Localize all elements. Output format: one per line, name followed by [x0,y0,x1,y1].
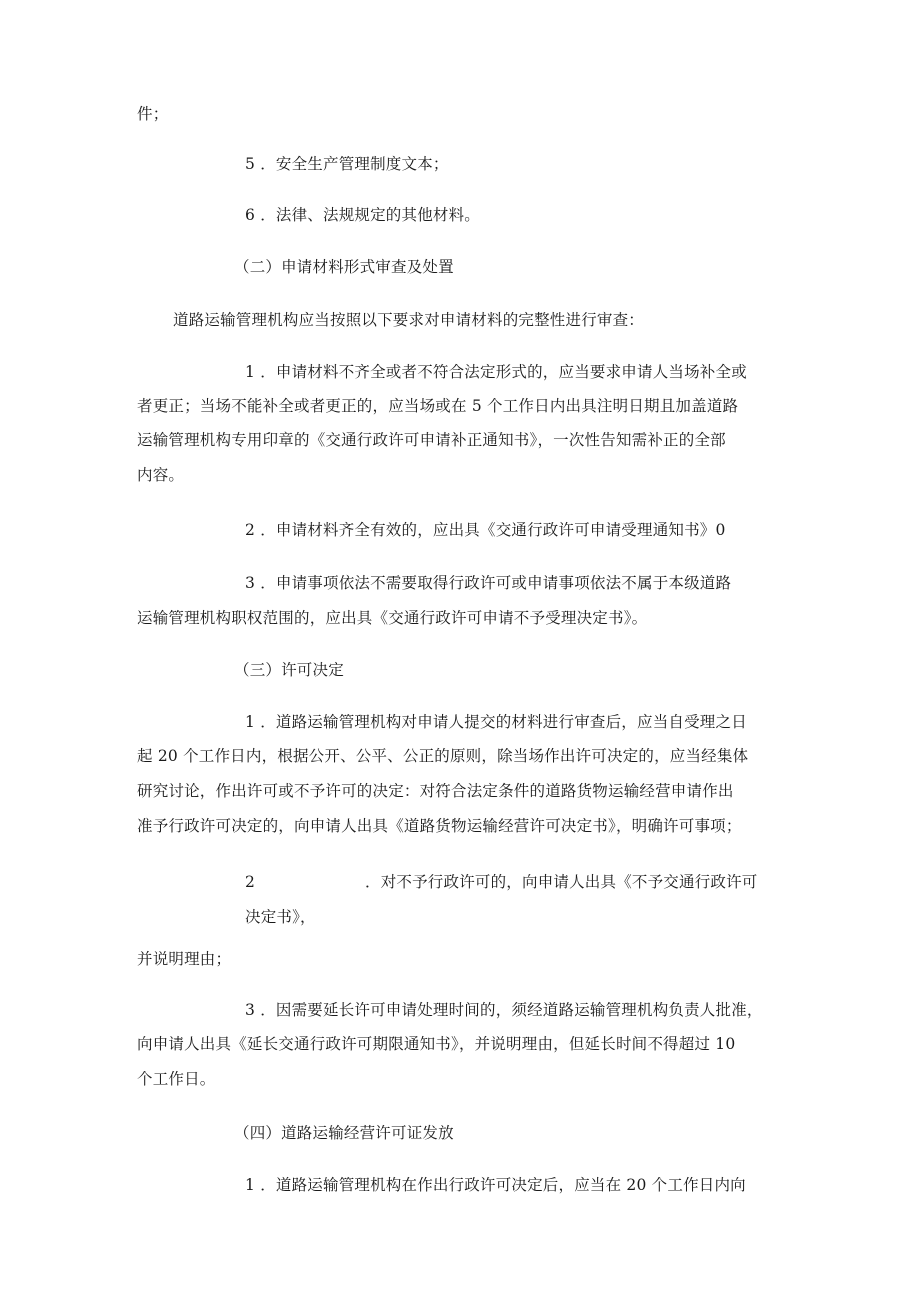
paragraph-line: 个工作日。 [137,1070,216,1088]
paragraph-line: 1 ．申请材料不齐全或者不符合法定形式的，应当要求申请人当场补全或 [245,363,747,381]
paragraph-line: 研究讨论，作出许可或不予许可的决定：对符合法定条件的道路货物运输经营申请作出 [137,782,734,800]
paragraph-line: 并说明理由； [137,950,232,968]
paragraph-line: 准予行政许可决定的，向申请人出具《道路货物运输经营许可决定书》，明确许可事项； [137,817,742,835]
list-number: 2 [245,873,256,891]
paragraph-line: 道路运输管理机构应当按照以下要求对申请材料的完整性进行审查： [173,311,645,329]
section-heading-2: （二）申请材料形式审查及处置 [234,258,454,276]
list-item-6: 6 ．法律、法规规定的其他材料。 [245,206,480,224]
paragraph-line: 内容。 [137,466,185,484]
paragraph-line: 1 ．道路运输管理机构在作出行政许可决定后，应当在 20 个工作日内向 [245,1176,746,1194]
paragraph-line: 3 ．申请事项依法不需要取得行政许可或申请事项依法不属于本级道路 [245,574,732,592]
paragraph-line: 2 ．申请材料齐全有效的，应出具《交通行政许可申请受理通知书》0 [245,521,726,539]
paragraph-line: 向申请人出具《延长交通行政许可期限通知书》，并说明理由，但延长时间不得超过 10 [137,1035,736,1053]
section-heading-3: （三）许可决定 [234,661,344,679]
paragraph-line: 3 ．因需要延长许可申请处理时间的，须经道路运输管理机构负责人批准， [245,1001,763,1019]
list-item-5: 5 ．安全生产管理制度文本； [245,155,449,173]
paragraph-line: 运输管理机构专用印章的《交通行政许可申请补正通知书》，一次性告知需补正的全部 [137,431,726,449]
paragraph-line: 1 ．道路运输管理机构对申请人提交的材料进行审查后，应当自受理之日 [245,713,747,731]
paragraph-line: 者更正；当场不能补全或者更正的，应当场或在 5 个工作日内出具注明日期且加盖道路 [137,397,739,415]
paragraph-line: ．对不予行政许可的，向申请人出具《不予交通行政许可 [365,873,758,891]
paragraph-line: 运输管理机构职权范围的，应出具《交通行政许可申请不予受理决定书》。 [137,609,648,627]
text-line: 件； [137,105,169,123]
paragraph-line: 起 20 个工作日内，根据公开、公平、公正的原则，除当场作出许可决定的，应当经集体 [137,747,749,765]
section-heading-4: （四）道路运输经营许可证发放 [234,1124,454,1142]
paragraph-line: 决定书》， [245,908,316,926]
